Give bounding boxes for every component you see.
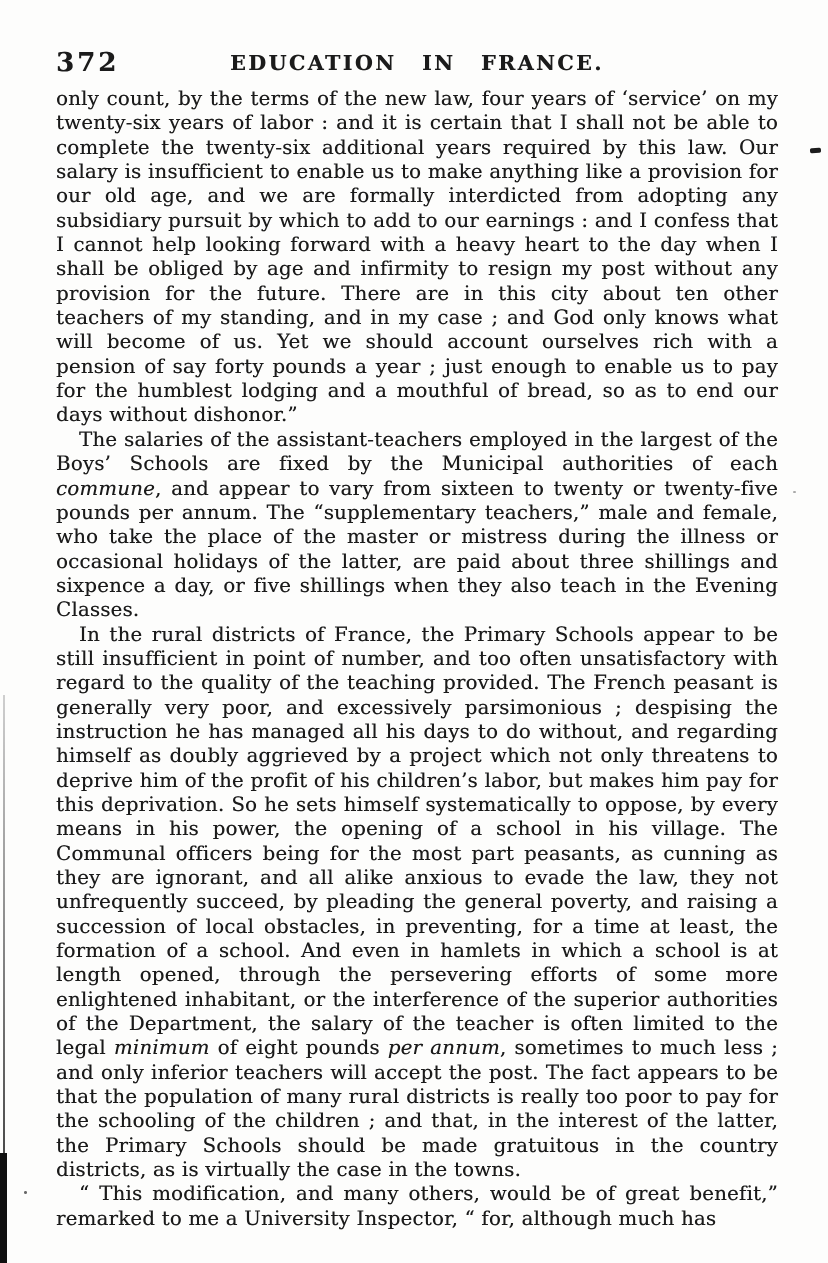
page-number: 372 [56, 48, 120, 78]
italic-text-segment: commune [56, 476, 155, 500]
text-segment: In the rural districts of France, the Primary Schools appear to be still insufficient in point of number, and too often unsatisfactory with regard to the quality of the teaching provided. The French peasant is generally very poor, and excessively parsimonious ; despising the instruction he has managed all his days to do without, and regarding himself as doubly aggrieved by a project which not only threatens to deprive him of the profit of his children’s labor, but makes him pay for this deprivation. So he sets himself systematically to oppose, by every means in his power, the opening of a school in his village. The Communal officers being for the most part peasants, as cunning as they are ignorant, and all alike anxious to evade the law, they not unfrequently succeed, by pleading the general poverty, and raising a succession of local obstacles, in preventing, for a time at least, the formation of a school. And even in hamlets in which a school is at length opened, through the persevering efforts of some more enlightened inhabitant, or the interference of the superior authorities of the Department, the salary of the teacher is often limited to the legal [56, 622, 778, 1060]
scan-ink-dash-artifact [810, 148, 821, 154]
scan-gutter-line-artifact [3, 695, 5, 1155]
scan-ink-speck-artifact [793, 491, 796, 493]
page-body [56, 87, 778, 1231]
paragraph [56, 1182, 778, 1231]
text-segment: “ This modification, and many others, would be of great benefit,” remarked to me a University Inspector, “ for, although much has [56, 1182, 778, 1230]
text-segment: , and appear to vary from sixteen to twenty or twenty-five pounds per annum. The “supplementary teachers,” male and female, who take the place of the master or mistress during the illness or occasional holidays of the latter, are paid about three shillings and sixpence a day, or five shillings when they also teach in the Evening Classes. [56, 476, 778, 622]
scan-corner-bar-artifact [0, 1153, 7, 1263]
text-segment: only count, by the terms of the new law, four years of ‘service’ on my twenty-six years of labor : and it is certain that I shall not be able to complete the twenty-six additional years required by this law. Our salary is insufficient to enable us to make anything like a provision for our old age, and we are formally interdicted from adopting any subsidiary pursuit by which to add to our earnings : and I confess that I cannot help looking forward with a heavy heart to the day when I shall be obliged by age and infirmity to resign my post without any provision for the future. There are in this city about ten other teachers of my standing, and in my case ; and God only knows what will become of us. Yet we should account ourselves rich with a pension of say forty pounds a year ; just enough to enable us to pay for the humblest lodging and a mouthful of bread, so as to end our days without dishonor.” [56, 87, 778, 427]
italic-text-segment: minimum [113, 1036, 210, 1060]
paragraph [56, 428, 778, 623]
scan-ink-dot-artifact [24, 1191, 27, 1194]
paragraph [56, 87, 778, 428]
italic-text-segment: per annum [387, 1036, 500, 1060]
running-title: EDUCATION IN FRANCE. [230, 51, 604, 75]
text-segment: , sometimes to much less ; and only inferior teachers will accept the post. The fact appears to be that the population of many rural districts is really too poor to pay for the schooling of the children ; and that, in the interest of the latter, the Primary Schools should be made gratuitous in the country districts, as is virtually the case in the towns. [56, 1036, 779, 1182]
text-segment: of eight pounds [209, 1036, 388, 1060]
page-header [56, 48, 778, 80]
text-segment: The salaries of the assistant-teachers employed in the largest of the Boys’ Schools are fixed by the Municipal authorities of each [56, 427, 778, 476]
paragraph [56, 623, 778, 1183]
